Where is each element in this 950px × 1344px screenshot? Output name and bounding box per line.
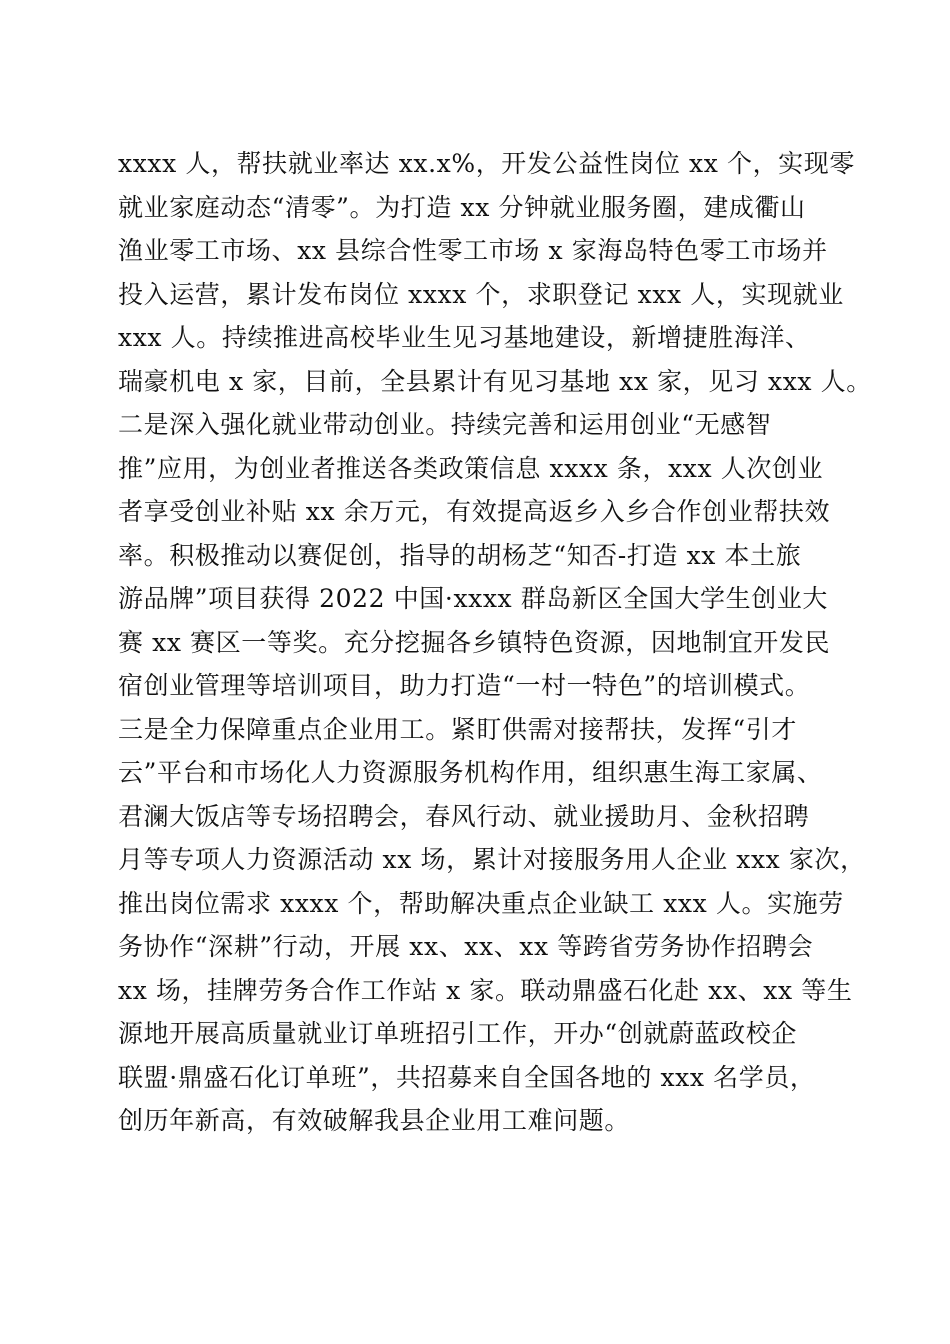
text-line: 宿创业管理等培训项目，助力打造“一村一特色”的培训模式。 — [118, 671, 811, 700]
text-line: 联盟·鼎盛石化订单班”，共招募来自全国各地的 xxx 名学员， — [118, 1062, 816, 1092]
text-line: 就业家庭动态“清零”。为打造 xx 分钟就业服务圈，建成衢山 — [118, 192, 806, 222]
text-line: 二是深入强化就业带动创业。持续完善和运用创业“无感智 — [118, 410, 772, 439]
body-text — [118, 142, 872, 1143]
text-line: xxxx 人，帮扶就业率达 xx.x%，开发公益性岗位 xx 个，实现零 — [118, 149, 855, 178]
text-line: 投入运营，累计发布岗位 xxxx 个，求职登记 xxx 人，实现就业 — [118, 279, 844, 309]
text-line: 月等专项人力资源活动 xx 场，累计对接服务用人企业 xxx 家次， — [118, 845, 866, 874]
text-line: xxx 人。持续推进高校毕业生见习基地建设，新增捷胜海洋、 — [118, 323, 811, 352]
text-line: 源地开展高质量就业订单班招引工作，开办“创就蔚蓝政校企 — [118, 1019, 797, 1048]
text-line: 创历年新高，有效破解我县企业用工难问题。 — [118, 1106, 631, 1135]
text-line: 云”平台和市场化人力资源服务机构作用，组织惠生海工家属、 — [118, 758, 823, 787]
text-line: 君澜大饭店等专场招聘会，春风行动、就业援助月、金秋招聘 — [118, 801, 810, 831]
text-line: 瑞豪机电 x 家，目前，全县累计有见习基地 xx 家，见习 xxx 人。 — [118, 366, 872, 396]
text-line: 者享受创业补贴 xx 余万元，有效提高返乡入乡合作创业帮扶效 — [118, 497, 831, 526]
text-line: 率。积极推动以赛促创，指导的胡杨芝“知否-打造 xx 本土旅 — [118, 540, 802, 570]
text-line: 赛 xx 赛区一等奖。充分挖掘各乡镇特色资源，因地制宜开发民 — [118, 627, 831, 657]
text-line: 游品牌”项目获得 2022 中国·xxxx 群岛新区全国大学生创业大 — [118, 584, 828, 613]
text-line: 推”应用，为创业者推送各类政策信息 xxxx 条，xxx 人次创业 — [118, 453, 824, 483]
text-line: 务协作“深耕”行动，开展 xx、xx、xx 等跨省劳务协作招聘会 — [118, 932, 814, 961]
text-line: xx 场，挂牌劳务合作工作站 x 家。联动鼎盛石化赴 xx、xx 等生 — [118, 975, 853, 1005]
text-line: 推出岗位需求 xxxx 个，帮助解决重点企业缺工 xxx 人。实施劳 — [118, 888, 844, 918]
text-line: 三是全力保障重点企业用工。紧盯供需对接帮扶，发挥“引才 — [118, 714, 797, 744]
text-line: 渔业零工市场、xx 县综合性零工市场 x 家海岛特色零工市场并 — [118, 236, 828, 265]
